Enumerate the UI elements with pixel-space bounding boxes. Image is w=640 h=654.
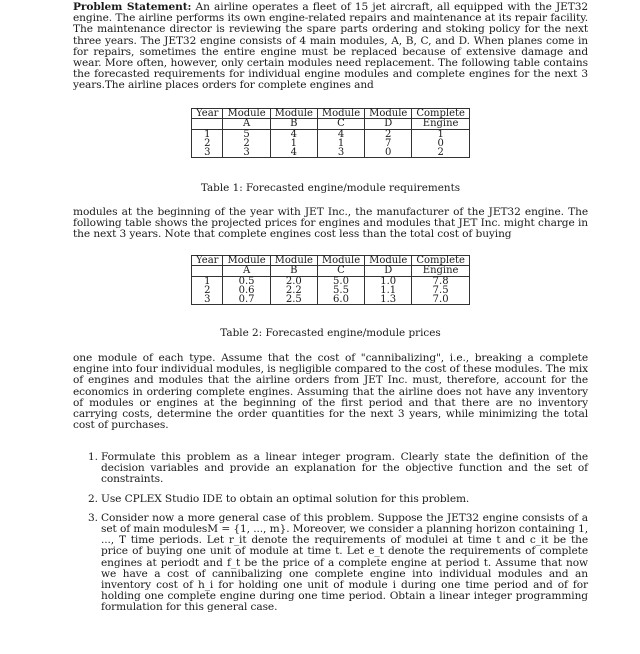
intro-paragraph (73, 2, 588, 92)
header-cell: D (365, 266, 412, 277)
table-cell: 0.7 (223, 295, 270, 305)
table-cell: 3 (192, 295, 223, 305)
table-cell: 7.8 (412, 277, 470, 287)
question-item (88, 452, 588, 486)
table-cell: 1.0 (365, 277, 412, 287)
table-cell: 3 (223, 148, 270, 158)
header-cell: Complete (412, 256, 470, 266)
table-cell: 2.5 (270, 295, 317, 305)
table-2-header-row-2 (192, 266, 470, 277)
table-cell: 1 (270, 139, 317, 148)
table-row (192, 139, 470, 148)
table-1-header-row-2 (192, 119, 470, 130)
requirements-table (191, 108, 470, 158)
header-cell: Module (223, 256, 270, 266)
header-cell: Year (192, 256, 223, 266)
question-item (88, 494, 588, 505)
table-cell: 0 (412, 139, 470, 148)
table-cell: 5 (223, 130, 270, 140)
table-cell: 2 (365, 130, 412, 140)
table-cell: 1 (412, 130, 470, 140)
table-cell: 2 (192, 286, 223, 295)
question-text: Consider now a more general case of this problem. Suppose the JET32 engine consists of a set of main modulesM = {1, ..., m}. Moreover, we consider a planning horizon containing 1, ..., T time periods. Let r_it denote the requirements of modulei at time t and c_it be the price of buying one unit of module at time t. Let e_t denote the requirements of complete engines at periodt and f_t be the price of a complete engine at period t. Assume that now we have a cost of cannibalizing one complete engine into individual modules and an inventory cost of h_i for holding one unit of module i during one time period and of for holding one complete engine during one time period. Obtain a linear integer programming formulation for this general case. (101, 511, 588, 614)
header-cell (192, 266, 223, 277)
table-cell: 7 (365, 139, 412, 148)
table-cell: 4 (317, 130, 364, 140)
header-cell: Module (365, 256, 412, 266)
table-row (192, 148, 470, 158)
header-cell: Year (192, 109, 223, 119)
table-row (192, 295, 470, 305)
table-cell: 4 (270, 130, 317, 140)
table-row (192, 286, 470, 295)
table-cell: 0 (365, 148, 412, 158)
table-cell: 2 (412, 148, 470, 158)
table-2-caption: Table 2: Forecasted engine/module prices (220, 327, 441, 339)
table-cell: 3 (192, 148, 223, 158)
prices-table (191, 255, 470, 305)
header-cell: C (317, 119, 364, 130)
table-2-header-row-1 (192, 256, 470, 266)
table-cell: 1.1 (365, 286, 412, 295)
table-cell: 2 (192, 139, 223, 148)
paragraph-2: modules at the beginning of the year with JET Inc., the manufacturer of the JET32 engine. The following table shows the projected prices for engines and modules that JET Inc. might charge in the next 3 years. Note that complete engines cost less than the total cost of buying (73, 206, 588, 241)
table-cell: 2.0 (270, 277, 317, 287)
table-cell: 5.0 (317, 277, 364, 287)
table-cell: 6.0 (317, 295, 364, 305)
table-cell: 1 (192, 277, 223, 287)
table-1-wrapper (73, 108, 588, 158)
paragraph-3: one module of each type. Assume that the cost of "cannibalizing", i.e., breaking a complete engine into four individual modules, is negligible compared to the cost of these modules. The mix of engines and modules that the airline orders from JET Inc. must, therefore, account for the economics in ordering complete engines. Assuming that the airline does not have any inventory of modules or engines at the beginning of the first period and that there are no inventory carrying costs, determine the order quantities for the next 3 years, while minimizing the total cost of purchases. (73, 352, 588, 432)
header-cell: D (365, 119, 412, 130)
table-cell: 3 (317, 148, 364, 158)
header-cell: Module (270, 256, 317, 266)
header-cell: Module (270, 109, 317, 119)
table-cell: 2.2 (270, 286, 317, 295)
question-number: 2. (88, 492, 98, 505)
header-cell: Module (223, 109, 270, 119)
question-number: 1. (88, 451, 98, 463)
table-cell: 1.3 (365, 295, 412, 305)
question-item (88, 513, 588, 614)
question-text: Use CPLEX Studio IDE to obtain an optimal solution for this problem. (101, 492, 470, 505)
problem-statement-label: Problem Statement: (73, 1, 192, 13)
header-cell: Engine (412, 119, 470, 130)
header-cell (192, 119, 223, 130)
table-cell: 5.5 (317, 286, 364, 295)
table-cell: 7.0 (412, 295, 470, 305)
header-cell: A (223, 266, 270, 277)
header-cell: Engine (412, 266, 470, 277)
table-cell: 1 (192, 130, 223, 140)
table-row (192, 277, 470, 287)
header-cell: B (270, 119, 317, 130)
table-cell: 0.5 (223, 277, 270, 287)
question-list (88, 452, 588, 614)
header-cell: B (270, 266, 317, 277)
header-cell: C (317, 266, 364, 277)
table-cell: 2 (223, 139, 270, 148)
header-cell: Module (365, 109, 412, 119)
table-2-wrapper (73, 255, 588, 305)
table-row (192, 130, 470, 140)
header-cell: Complete (412, 109, 470, 119)
header-cell: Module (317, 256, 364, 266)
header-cell: A (223, 119, 270, 130)
header-cell: Module (317, 109, 364, 119)
table-cell: 0.6 (223, 286, 270, 295)
table-cell: 4 (270, 148, 317, 158)
intro-text: An airline operates a fleet of 15 jet aircraft, all equipped with the JET32 engine. The airline performs its own engine-related repairs and maintenance at its repair facility. The maintenance director is reviewing the spare parts ordering and stoking policy for the next three years. The JET32 engine consists of 4 main modules, A, B, C, and D. When planes come in for repairs, sometimes the entire engine must be replaced because of extensive damage and wear. More often, however, only certain modules need replacement. The following table contains the forecasted requirements for individual engine modules and complete engines for the next 3 years.The airline places orders for complete engines and (73, 1, 588, 92)
table-1-caption: Table 1: Forecasted engine/module requirements (200, 182, 461, 194)
question-text: Formulate this problem as a linear integer program. Clearly state the definition of the decision variables and provide an explanation for the objective function and the set of constraints. (101, 451, 588, 486)
question-number: 3. (88, 511, 98, 524)
table-1-header-row-1 (192, 109, 470, 119)
table-cell: 1 (317, 139, 364, 148)
table-cell: 7.5 (412, 286, 470, 295)
